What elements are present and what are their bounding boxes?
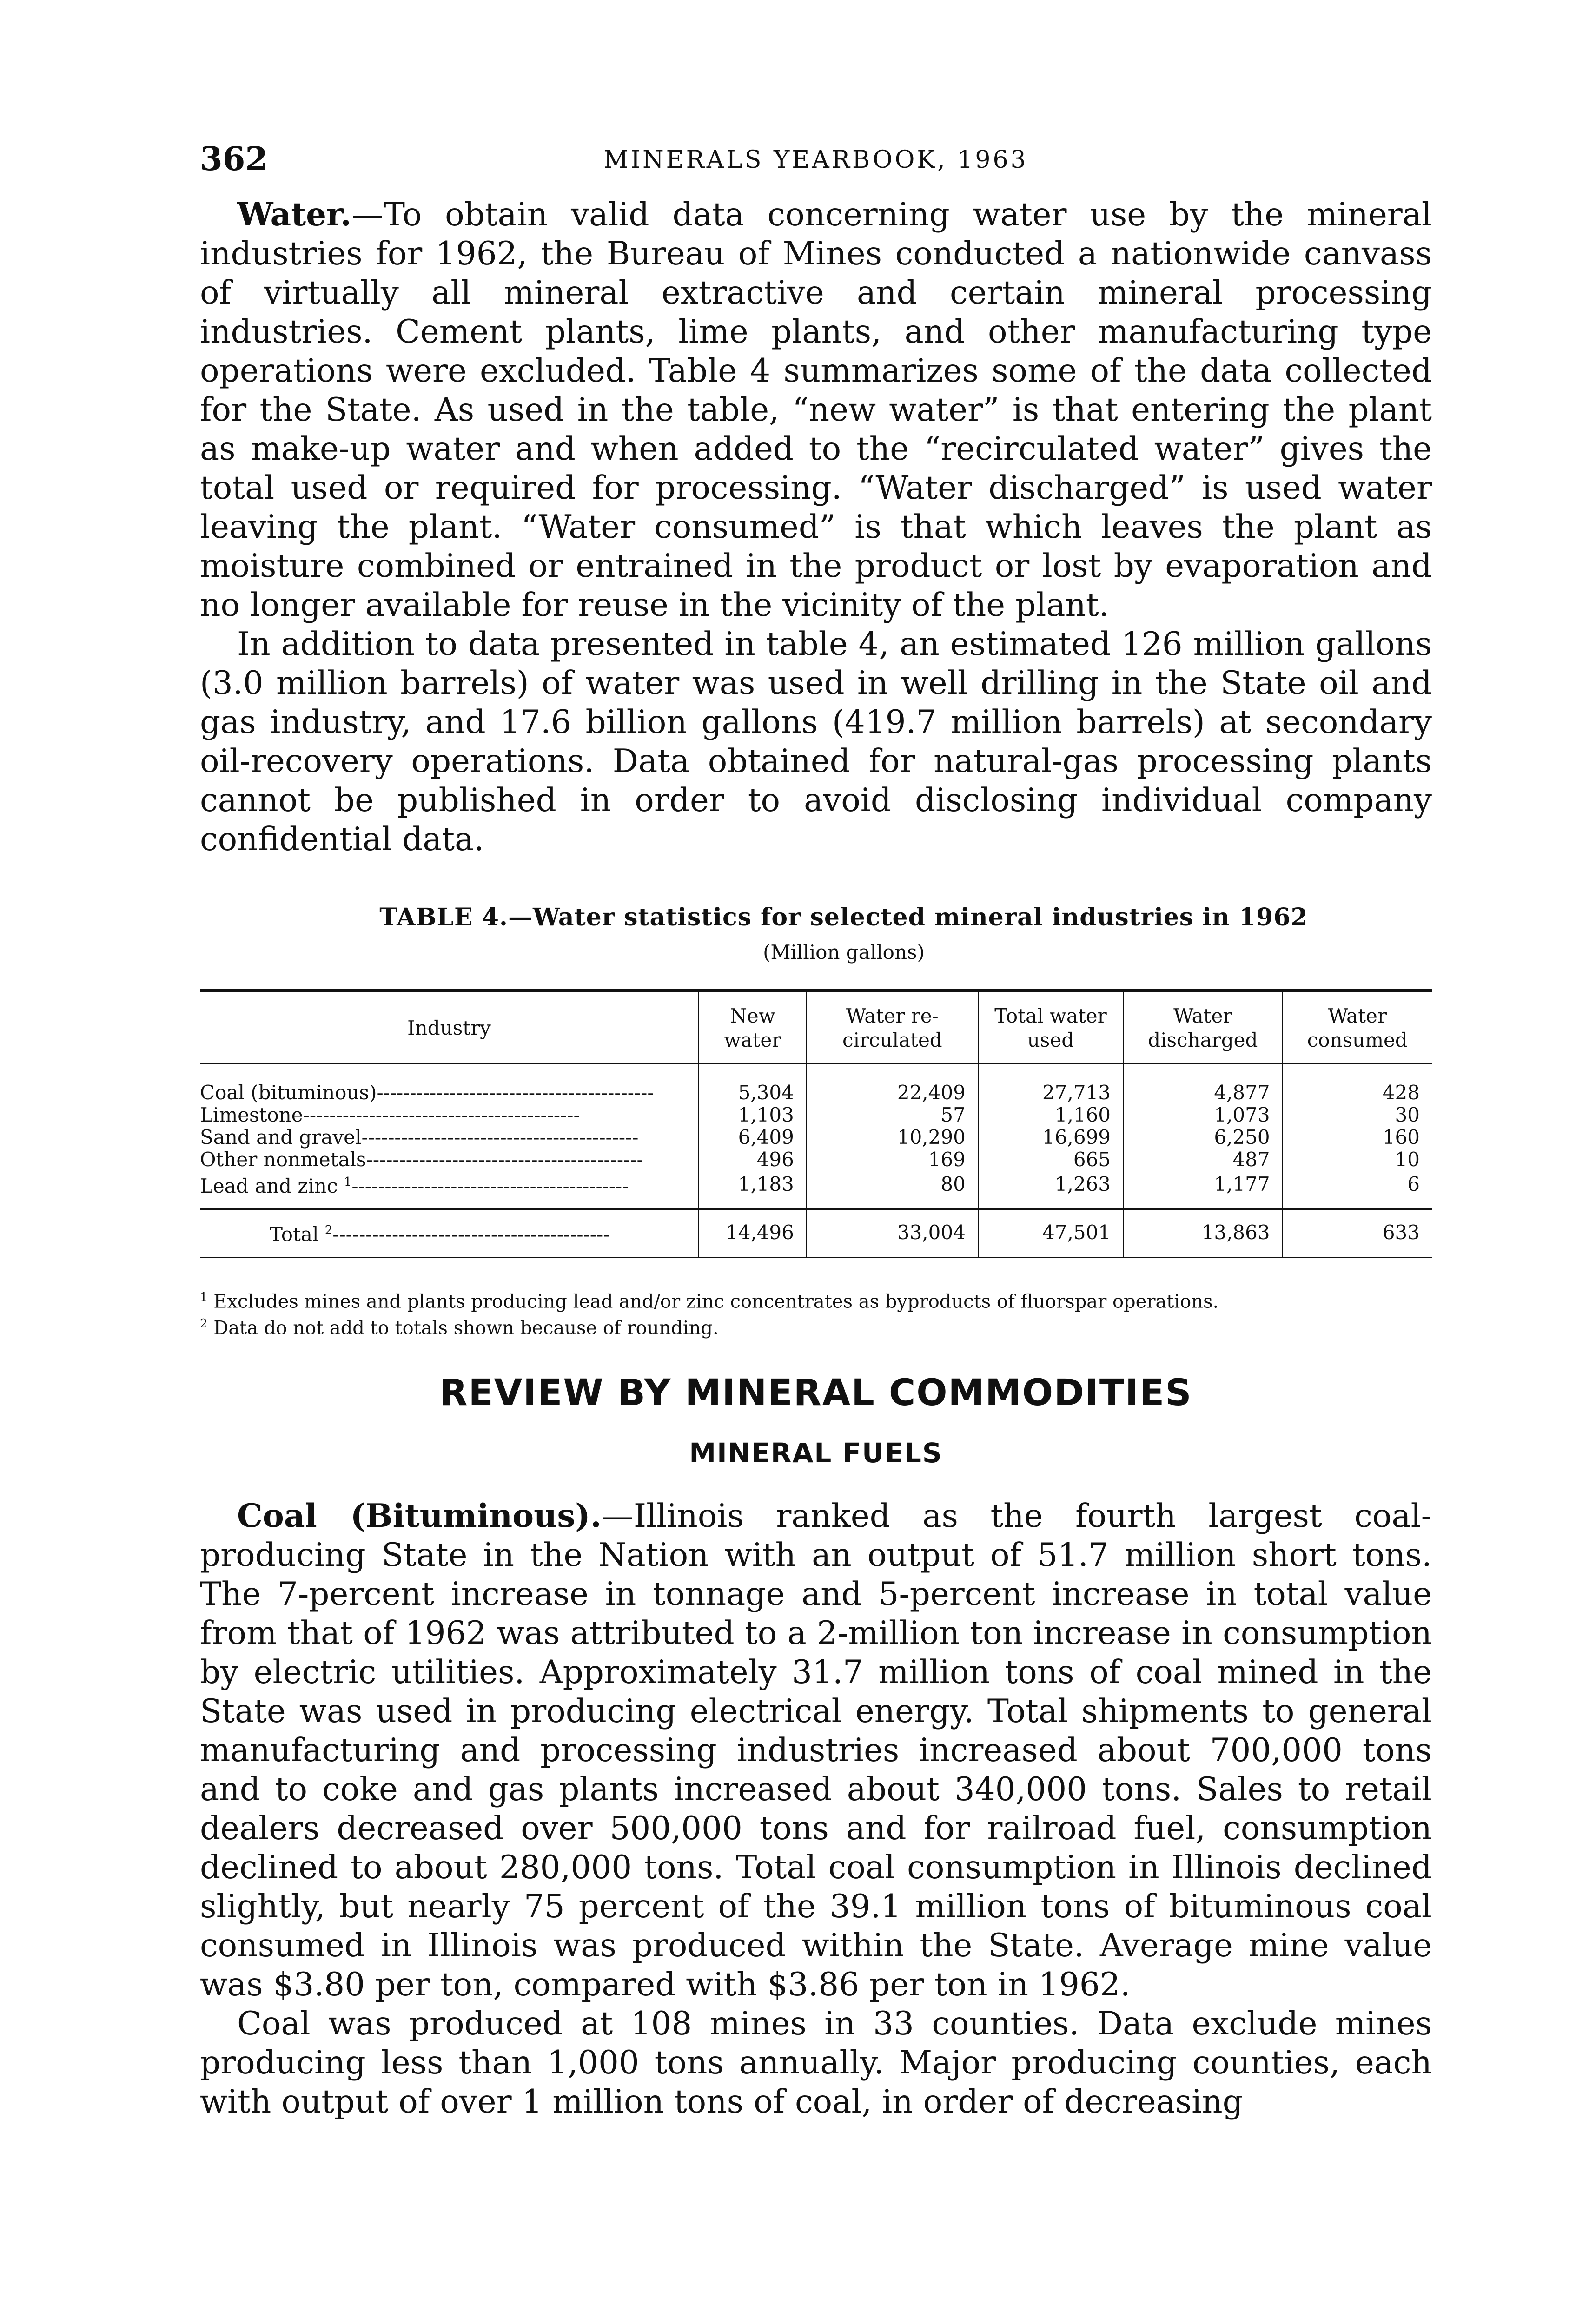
column-header-water-consumed: Water consumed — [1283, 990, 1432, 1063]
table-cell: 1,073 — [1123, 1104, 1283, 1126]
table-footnotes — [200, 1286, 1432, 1340]
table-cell: 1,160 — [978, 1104, 1123, 1126]
table-cell: 57 — [807, 1104, 978, 1126]
running-title: MINERALS YEARBOOK, 1963 — [603, 146, 1028, 174]
table-cell: 1,263 — [978, 1171, 1123, 1209]
coal-lead: Coal (Bituminous). — [237, 1497, 602, 1535]
table-cell: 30 — [1283, 1104, 1432, 1126]
section-heading: REVIEW BY MINERAL COMMODITIES — [439, 1372, 1192, 1414]
column-header-total-water-used: Total water used — [978, 990, 1123, 1063]
table-row — [200, 1149, 1432, 1171]
table-cell: 4,877 — [1123, 1063, 1283, 1104]
table-header-row — [200, 990, 1432, 1063]
table-subtitle: (Million gallons) — [763, 941, 925, 964]
table-cell: 1,177 — [1123, 1171, 1283, 1209]
water-lead: Water. — [237, 196, 352, 233]
table-cell: 6,250 — [1123, 1126, 1283, 1149]
row-label: Lead and zinc $^1$------------------------------------------ — [200, 1175, 629, 1197]
table-row — [200, 1063, 1432, 1104]
row-label: Other nonmetals------------------------------------------ — [200, 1149, 643, 1171]
table-cell: 5,304 — [699, 1063, 807, 1104]
page-number: 362 — [200, 139, 268, 178]
column-header-new-water: New water — [699, 990, 807, 1063]
table-cell: 22,409 — [807, 1063, 978, 1104]
table-cell: 633 — [1283, 1209, 1432, 1258]
water-paragraph-2: In addition to data presented in table 4, an estimated 126 million gallons (3.0 million barrels) of water was used in well drilling in the State oil and gas industry, and 17.6 billion gallons (419.7 million barrels) at secondary oil-recovery operations. Data obtained for natural-gas processing plants cannot be published in order to avoid disclosing individual company confidential data. — [200, 626, 1432, 858]
table-cell: 33,004 — [807, 1209, 978, 1258]
table-title: TABLE 4.—Water statistics for selected mineral industries in 1962 — [379, 903, 1308, 931]
column-header-water-recirculated: Water re- circulated — [807, 990, 978, 1063]
table-cell: 496 — [699, 1149, 807, 1171]
table-row — [200, 1171, 1432, 1209]
table-cell: 1,183 — [699, 1171, 807, 1209]
water-statistics-table — [200, 989, 1432, 1258]
table-cell: 27,713 — [978, 1063, 1123, 1104]
table-row — [200, 1126, 1432, 1149]
table-cell: 665 — [978, 1149, 1123, 1171]
table-cell: 428 — [1283, 1063, 1432, 1104]
column-header-water-discharged: Water discharged — [1123, 990, 1283, 1063]
coal-paragraph-1 — [200, 1497, 1432, 2004]
table-cell: 47,501 — [978, 1209, 1123, 1258]
table-cell: 14,496 — [699, 1209, 807, 1258]
document-page — [200, 139, 1432, 2121]
row-label: Limestone------------------------------------------ — [200, 1104, 580, 1126]
table-row — [200, 1104, 1432, 1126]
water-paragraph-1-body: —To obtain valid data concerning water use by the mineral industries for 1962, the Bureau of Mines conducted a nationwide canvass of virtually all mineral extractive and certain mineral processing industries. Cement plants, lime plants, and other manufacturing type operations were excluded. Table 4 summarizes some of the data collected for the State. As used in the table, “new water” is that entering the plant as make-up water and when added to the “recirculated water” gives the total used or required for processing. “Water discharged” is used water leaving the plant. “Water consumed” is that which leaves the plant as moisture combined or entrained in the product or lost by evaporation and no longer available for reuse in the vicinity of the plant. — [200, 196, 1432, 624]
table-cell: 6 — [1283, 1171, 1432, 1209]
table-cell: 1,103 — [699, 1104, 807, 1126]
row-label: Sand and gravel------------------------------------------ — [200, 1126, 639, 1149]
table-cell: 13,863 — [1123, 1209, 1283, 1258]
footnote-2: $^2$ Data do not add to totals shown because of rounding. — [200, 1317, 719, 1339]
table-cell: 16,699 — [978, 1126, 1123, 1149]
column-header-industry: Industry — [200, 990, 699, 1063]
table-cell: 10,290 — [807, 1126, 978, 1149]
sub-heading: MINERAL FUELS — [689, 1437, 943, 1469]
row-label-total: Total $^2$------------------------------------------ — [200, 1209, 699, 1258]
table-cell: 160 — [1283, 1126, 1432, 1149]
table-cell: 6,409 — [699, 1126, 807, 1149]
coal-paragraph-1-body: —Illinois ranked as the fourth largest coal-producing State in the Nation with an output of 51.7 million short tons. The 7-percent increase in tonnage and 5-percent increase in total value from that of 1962 was attributed to a 2-million ton increase in consumption by electric utilities. Approximately 31.7 million tons of coal mined in the State was used in producing electrical energy. Total shipments to general manufacturing and processing industries increased about 700,000 tons and to coke and gas plants increased about 340,000 tons. Sales to retail dealers decreased over 500,000 tons and for railroad fuel, consumption declined to about 280,000 tons. Total coal consumption in Illinois declined slightly, but nearly 75 percent of the 39.1 million tons of bituminous coal consumed in Illinois was produced within the State. Average mine value was $3.80 per ton, compared with $3.86 per ton in 1962. — [200, 1497, 1432, 2003]
table-cell: 487 — [1123, 1149, 1283, 1171]
table-cell: 10 — [1283, 1149, 1432, 1171]
table-total-row — [200, 1209, 1432, 1258]
row-label: Coal (bituminous)------------------------------------------ — [200, 1081, 654, 1104]
water-paragraph-1 — [200, 195, 1432, 625]
coal-paragraph-2: Coal was produced at 108 mines in 33 counties. Data exclude mines producing less than 1,000 tons annually. Major producing counties, each with output of over 1 million tons of coal, in order of decreasing — [200, 2005, 1432, 2120]
running-head — [200, 139, 1432, 195]
footnote-1: $^1$ Excludes mines and plants producing lead and/or zinc concentrates as byproducts of fluorspar operations. — [200, 1290, 1219, 1313]
table-cell: 169 — [807, 1149, 978, 1171]
table-cell: 80 — [807, 1171, 978, 1209]
